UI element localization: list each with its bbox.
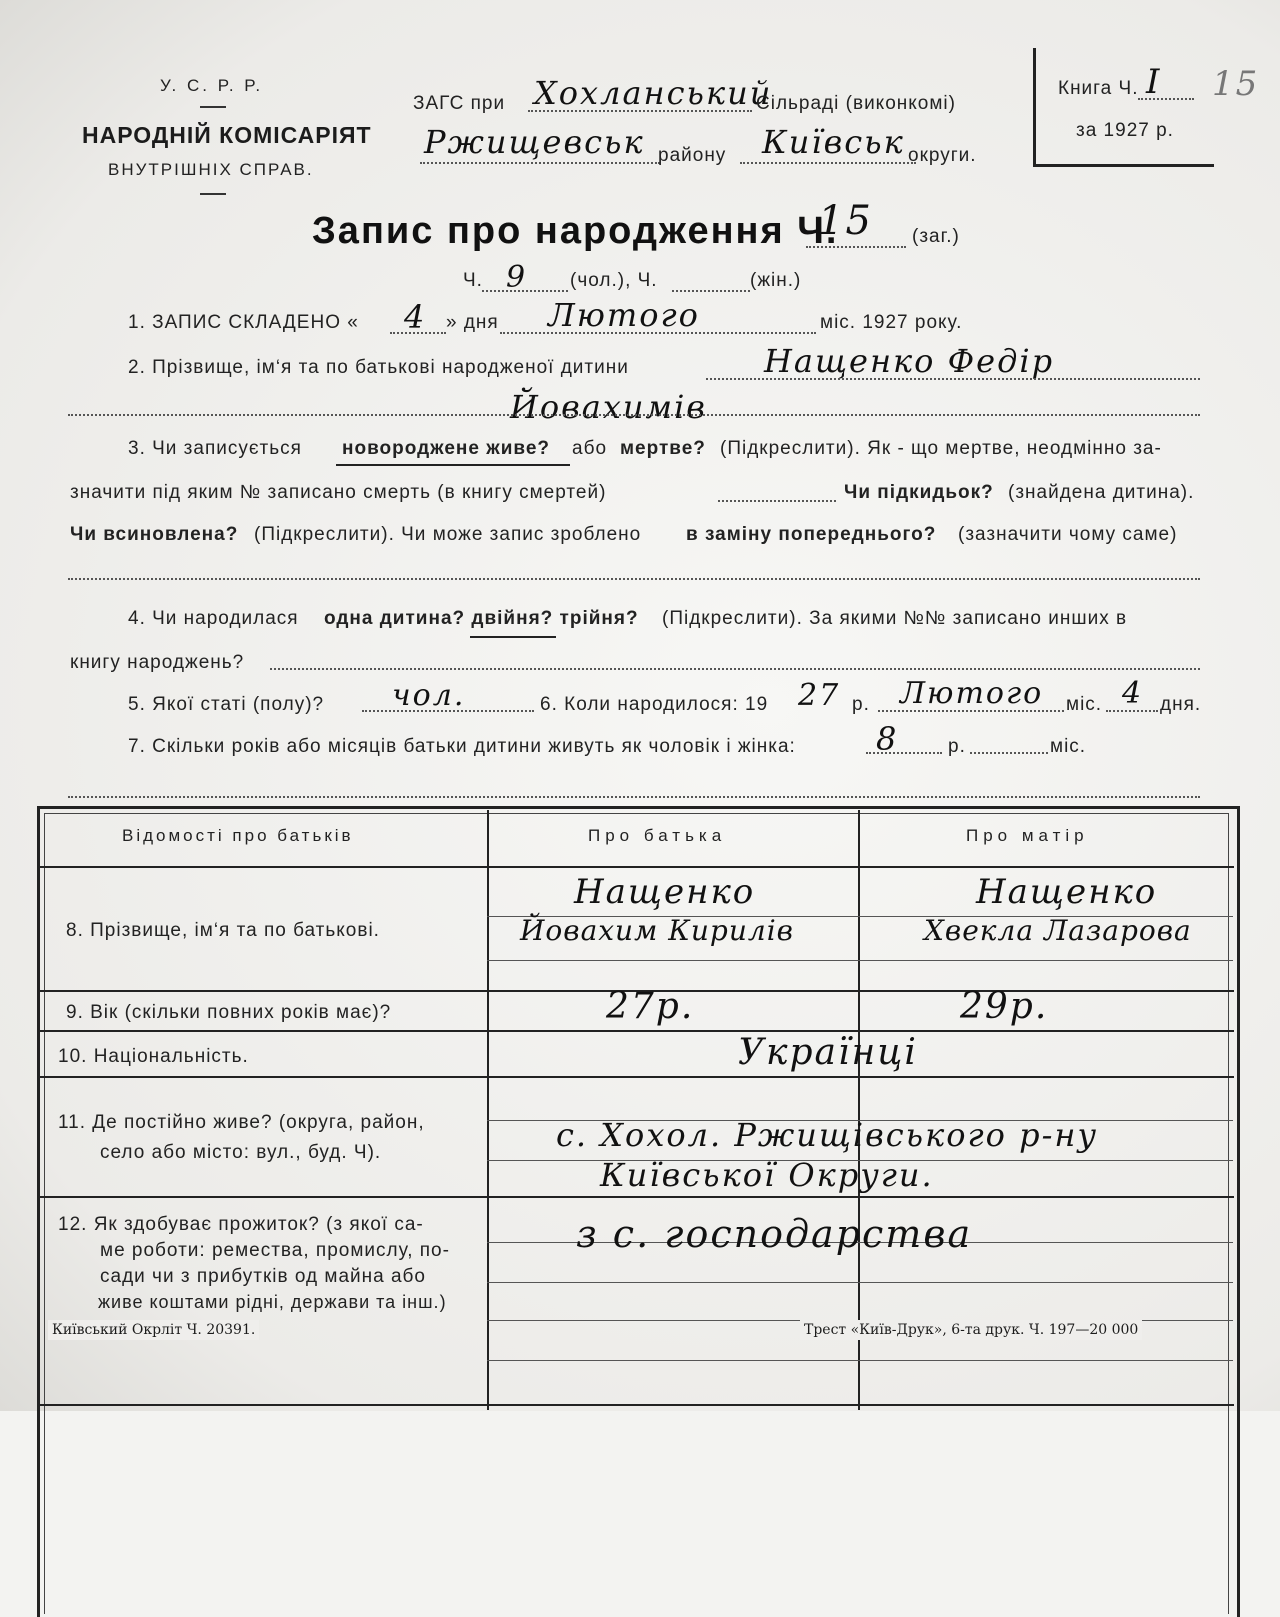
stamp-book-line bbox=[1138, 98, 1194, 100]
livelihood: з с. господарства bbox=[576, 1212, 973, 1256]
item6-year: 27 bbox=[798, 678, 841, 713]
record-number-line bbox=[806, 246, 906, 248]
item4-line1-a: 4. Чи народилася bbox=[128, 608, 299, 629]
sub-male-line bbox=[482, 290, 568, 292]
item3-death-line bbox=[718, 500, 836, 502]
sub-female-line bbox=[672, 290, 750, 292]
item3-foundling: Чи підкидьок? bbox=[844, 482, 994, 503]
sub-prefix: Ч. bbox=[463, 270, 483, 291]
item1-day: 4 bbox=[404, 298, 427, 336]
thin-line bbox=[487, 1282, 1233, 1283]
row9-label: 9. Вік (скільки повних років має)? bbox=[66, 1002, 392, 1023]
republic-label: У. С. Р. Р. bbox=[160, 76, 264, 95]
zags-label: ЗАГС при bbox=[413, 93, 506, 114]
item3-line2-c: (знайдена дитина). bbox=[1008, 482, 1195, 503]
item7-months-line bbox=[970, 752, 1048, 754]
row11-label-1: 11. Де постійно живе? (округа, район, bbox=[58, 1112, 425, 1133]
row10-label: 10. Національність. bbox=[58, 1046, 249, 1067]
header-father: Про батька bbox=[588, 826, 727, 845]
stamp-book-label: Книга Ч. bbox=[1058, 78, 1139, 99]
item4-options: одна дитина? двійня? трійня? bbox=[324, 608, 639, 629]
item6-r: р. bbox=[852, 694, 870, 715]
item6-mis: міс. bbox=[1066, 694, 1103, 715]
child-patronymic: Йовахимів bbox=[510, 388, 707, 426]
item3-line3-b: (Підкреслити). Чи може запис зроблено bbox=[254, 524, 642, 545]
okruha-line bbox=[740, 162, 916, 164]
row11-rule bbox=[38, 1196, 1234, 1198]
item4-line1-c: (Підкреслити). За якими №№ записано инших в bbox=[662, 608, 1128, 629]
header-parents-info: Відомості про батьків bbox=[122, 826, 354, 845]
item7-years: 8 bbox=[876, 720, 899, 758]
item1-day-line bbox=[390, 332, 446, 334]
item7-years-line bbox=[866, 752, 942, 754]
row10-rule bbox=[38, 1076, 1234, 1078]
item3-line2-a: значити під яким № записано смерть (в книгу смертей) bbox=[70, 482, 607, 503]
item2-label: 2. Прізвище, ім‘я та по батькові народженої дитини bbox=[128, 357, 629, 378]
item4-blank-line bbox=[270, 668, 1200, 670]
district-label: району bbox=[658, 145, 727, 166]
row8-label: 8. Прізвище, ім‘я та по батькові. bbox=[66, 920, 380, 941]
book-stamp-box bbox=[1033, 48, 1214, 167]
item1-month-line bbox=[500, 332, 816, 334]
item5-label: 5. Якої статі (полу)? bbox=[128, 694, 325, 715]
item2-line1 bbox=[706, 378, 1200, 380]
sub-female-label: (жін.) bbox=[750, 270, 802, 291]
item3-adopted: Чи всиновлена? bbox=[70, 524, 239, 545]
item3-blank-line bbox=[68, 578, 1200, 580]
mother-name: Хвекла Лазарова bbox=[924, 914, 1192, 947]
department-label: ВНУТРІШНІХ СПРАВ. bbox=[108, 160, 314, 179]
thin-line bbox=[487, 1360, 1233, 1361]
item3-or: або bbox=[572, 438, 608, 459]
item4-twins-underline bbox=[470, 636, 556, 638]
item3-replacement: в заміну попереднього? bbox=[686, 524, 937, 545]
item6-label: 6. Коли народилося: 19 bbox=[540, 694, 769, 715]
record-suffix: (заг.) bbox=[912, 226, 960, 247]
item7-blank-line bbox=[68, 796, 1200, 798]
item3-alive: новороджене живе? bbox=[342, 438, 551, 459]
item6-dnya: дня. bbox=[1160, 694, 1202, 715]
row9-rule bbox=[38, 1030, 1234, 1032]
item1-suffix: міс. 1927 року. bbox=[820, 312, 963, 333]
residence-line1: с. Хохол. Ржищівського р-ну bbox=[556, 1116, 1099, 1154]
footer-left: Київський Окрліт Ч. 20391. bbox=[48, 1320, 259, 1340]
corner-mark: 15 bbox=[1212, 64, 1260, 104]
child-name: Нащенко Федір bbox=[764, 342, 1055, 380]
father-surname: Нащенко bbox=[574, 872, 756, 912]
thin-line bbox=[487, 960, 1233, 961]
item3-alive-underline bbox=[336, 464, 570, 466]
row12-label-1: 12. Як здобуває прожиток? (з якої са- bbox=[58, 1214, 424, 1235]
residence-line2: Київської Округи. bbox=[600, 1156, 934, 1194]
item5-value: чол. bbox=[392, 678, 466, 713]
item1-month: Лютого bbox=[548, 296, 700, 334]
commissariat-label: НАРОДНІЙ КОМІСАРІЯТ bbox=[82, 122, 372, 148]
header-mother: Про матір bbox=[966, 826, 1089, 845]
mother-surname: Нащенко bbox=[976, 872, 1158, 912]
item7-mis: міс. bbox=[1050, 736, 1087, 757]
item6-day: 4 bbox=[1122, 676, 1144, 711]
item4-line2: книгу народжень? bbox=[70, 652, 245, 673]
record-number: 15 bbox=[818, 198, 873, 244]
separator bbox=[200, 106, 226, 108]
record-title: Запис про народження Ч. bbox=[312, 210, 839, 252]
item3-line1-e: (Підкреслити). Як - що мертве, неодмінно за- bbox=[720, 438, 1162, 459]
stamp-book-number: I bbox=[1146, 62, 1162, 102]
row12-label-2: ме роботи: ремества, промислу, по- bbox=[100, 1240, 450, 1261]
village-council-line bbox=[528, 110, 752, 112]
table-bottom-rule bbox=[38, 1404, 1234, 1406]
nationality: Українці bbox=[738, 1032, 918, 1073]
footer-right: Трест «Київ-Друк», 6-та друк. Ч. 197—20 000 bbox=[800, 1320, 1142, 1340]
header-rule bbox=[38, 866, 1234, 868]
item5-line bbox=[362, 710, 534, 712]
item3-line3-d: (зазначити чому саме) bbox=[958, 524, 1178, 545]
row12-label-3: сади чи з прибутків од майна або bbox=[100, 1266, 426, 1287]
village-council-handwritten: Хохланський bbox=[534, 74, 773, 112]
row11-label-2: село або місто: вул., буд. Ч). bbox=[100, 1142, 382, 1163]
district-handwritten: Ржищевськ bbox=[424, 123, 645, 161]
village-council-label: Сільраді (виконкомі) bbox=[756, 93, 956, 114]
item6-day-line bbox=[1106, 710, 1158, 712]
row12-label-4: живе коштами рідні, держави та інш.) bbox=[98, 1292, 447, 1312]
sub-male-label: (чол.), Ч. bbox=[570, 270, 658, 291]
district-line bbox=[420, 162, 660, 164]
father-age: 27р. bbox=[606, 986, 695, 1027]
item1-prefix: 1. ЗАПИС СКЛАДЕНО « bbox=[128, 312, 359, 333]
father-name: Йовахим Кирилів bbox=[520, 914, 794, 947]
item7-label: 7. Скільки років або місяців батьки дитини живуть як чоловік і жінка: bbox=[128, 736, 796, 757]
stamp-year: за 1927 р. bbox=[1076, 120, 1174, 141]
okruha-handwritten: Київськ bbox=[762, 123, 905, 161]
item2-line2 bbox=[68, 414, 1200, 416]
item3-line1-a: 3. Чи записується bbox=[128, 438, 302, 459]
sub-male-number: 9 bbox=[506, 260, 528, 295]
okruha-label: округи. bbox=[908, 145, 977, 166]
mother-age: 29р. bbox=[960, 986, 1049, 1027]
item3-dead: мертве? bbox=[620, 438, 706, 459]
item6-month-line bbox=[878, 710, 1064, 712]
item6-month: Лютого bbox=[900, 676, 1044, 711]
separator bbox=[200, 193, 226, 195]
item7-r: р. bbox=[948, 736, 966, 757]
item1-mid: » дня bbox=[446, 312, 499, 333]
